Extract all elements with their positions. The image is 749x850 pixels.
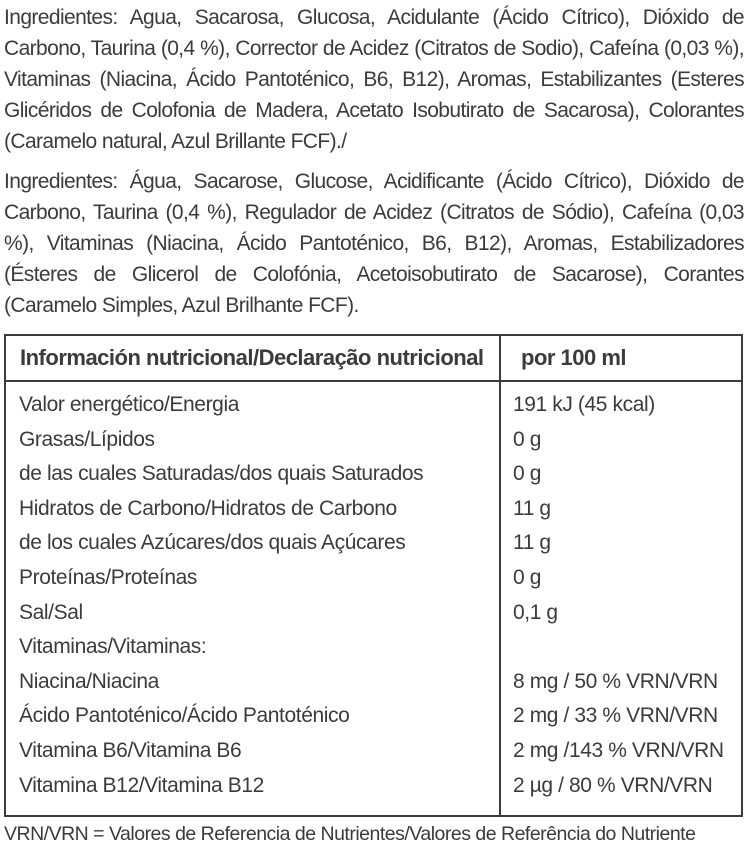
nutrient-label: Ácido Pantoténico/Ácido Pantoténico <box>19 704 350 728</box>
nutrient-label: Niacina/Niacina <box>19 669 159 693</box>
nutrition-header-per-100ml: por 100 ml <box>521 345 627 370</box>
nutrient-label: Vitamina B12/Vitamina B12 <box>19 773 264 797</box>
nutrient-label: Grasas/Lípidos <box>19 427 155 451</box>
nutrient-value: 8 mg / 50 % VRN/VRN <box>513 669 718 693</box>
nutrient-label: de los cuales Azúcares/dos quais Açúcares <box>19 531 406 555</box>
table-row <box>6 561 741 596</box>
nutrition-header-title: Información nutricional/Declaração nutricional <box>20 345 484 370</box>
nutrient-value: 0 g <box>513 462 541 486</box>
nutrient-value: 0 g <box>513 565 541 589</box>
table-row <box>6 596 741 631</box>
nutrient-value: 11 g <box>513 531 551 555</box>
nutrient-value: 11 g <box>513 496 551 520</box>
nutrient-value: 2 mg /143 % VRN/VRN <box>513 738 724 762</box>
nutrient-label: Proteínas/Proteínas <box>19 565 198 589</box>
nutrient-label: Vitamina B6/Vitamina B6 <box>19 738 242 762</box>
nutrient-value: 2 µg / 80 % VRN/VRN <box>513 773 713 797</box>
table-row <box>6 457 741 492</box>
nutrition-rows <box>6 388 741 803</box>
nutrient-label: Sal/Sal <box>19 600 83 624</box>
table-row <box>6 492 741 527</box>
nutrient-value: 0,1 g <box>513 600 558 624</box>
table-row <box>6 665 741 700</box>
nutrient-value: 0 g <box>513 427 541 451</box>
table-row <box>6 423 741 458</box>
nutrient-label: de las cuales Saturadas/dos quais Saturados <box>19 462 424 486</box>
vrn-footnote: VRN/VRN = Valores de Referencia de Nutrientes/Valores de Referência do Nutriente <box>4 823 696 845</box>
ingredients-spanish: Ingredientes: Agua, Sacarosa, Glucosa, Acidulante (Ácido Cítrico), Dióxido de Carbono, Taurina (0,4 %), Corrector de Acidez (Citratos de Sodio), Cafeína (0,03 %), Vitaminas (Niacina, Ácido Pantoténico, B6, B12), Aromas, Estabilizantes (Esteres Glicéridos de Colofonia de Madera, Acetato Isobutirato de Sacarosa), Colorantes (Caramelo natural, Azul Brillante FCF)./ <box>4 6 744 153</box>
table-row <box>6 699 741 734</box>
nutrition-table-header <box>6 336 741 382</box>
table-row <box>6 769 741 804</box>
table-row <box>6 734 741 769</box>
table-row <box>6 526 741 561</box>
table-row <box>6 388 741 423</box>
nutrient-value: 191 kJ (45 kcal) <box>513 393 655 416</box>
nutrient-label: Vitaminas/Vitaminas: <box>19 635 207 659</box>
nutrient-label: Hidratos de Carbono/Hidratos de Carbono <box>19 496 397 520</box>
nutrition-table <box>4 334 743 817</box>
ingredients-portuguese: Ingredientes: Água, Sacarose, Glucose, Acidificante (Ácido Cítrico), Dióxido de Carbono, Taurina (0,4 %), Regulador de Acidez (Citratos de Sódio), Cafeína (0,03 %), Vitaminas (Niacina, Ácido Pantoténico, B6, B12), Aromas, Estabilizadores (Ésteres de Glicerol de Colofónia, Acetoisobutirato de Sacarose), Corantes (Caramelo Simples, Azul Brilhante FCF). <box>4 170 744 317</box>
table-row <box>6 630 741 665</box>
nutrient-label: Valor energético/Energia <box>19 393 239 416</box>
nutrient-value: 2 mg / 33 % VRN/VRN <box>513 704 718 728</box>
